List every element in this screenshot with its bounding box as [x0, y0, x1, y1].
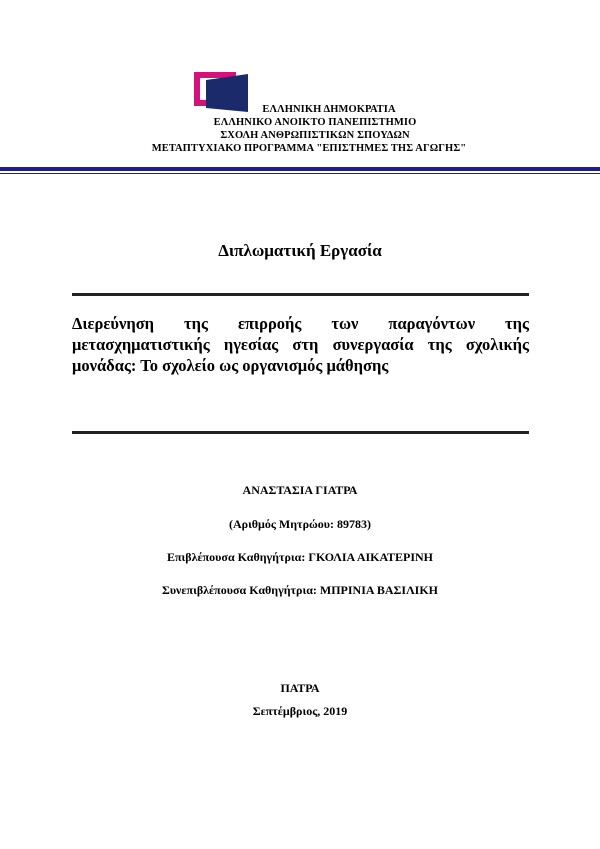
header-divider-thin: [0, 173, 600, 174]
title-divider-top: [72, 293, 529, 296]
registration-number: (Αριθμός Μητρώου: 89783): [228, 517, 372, 531]
thesis-title: Διερεύνηση της επιρροής των παραγόντων της μετασχηματιστικής ηγεσίας στη συνεργασία της σχολικής μονάδας: Το σχολείο ως οργανισμός μάθησης: [72, 314, 529, 375]
header-line-school: ΣΧΟΛΗ ΑΝΘΡΩΠΙΣΤΙΚΩΝ ΣΠΟΥΔΩΝ: [220, 130, 410, 141]
cosupervisor-line: Συνεπιβλέπουσα Καθηγήτρια: ΜΠΡΙΝΙΑ ΒΑΣΙΛΙΚΗ: [161, 583, 439, 597]
header-text: [0, 103, 600, 155]
author-name: ΑΝΑΣΤΑΣΙΑ ΓΙΑΤΡΑ: [242, 483, 358, 497]
city: ΠΑΤΡΑ: [280, 681, 320, 695]
thesis-type-heading: Διπλωματική Εργασία: [218, 241, 382, 260]
supervisor-line: Επιβλέπουσα Καθηγήτρια: ΓΚΟΛΙΑ ΑΙΚΑΤΕΡΙΝΗ: [166, 550, 434, 564]
header-divider-thick: [0, 167, 600, 171]
date: Σεπτέμβριος, 2019: [252, 704, 348, 718]
title-divider-bottom: [72, 431, 529, 434]
university-header: [0, 70, 600, 160]
header-line-university: ΕΛΛΗΝΙΚΟ ΑΝΟΙΚΤΟ ΠΑΝΕΠΙΣΤΗΜΙΟ: [213, 117, 417, 128]
header-line-republic: ΕΛΛΗΝΙΚΗ ΔΗΜΟΚΡΑΤΙΑ: [262, 104, 396, 115]
header-line-program: ΜΕΤΑΠΤΥΧΙΑΚΟ ΠΡΟΓΡΑΜΜΑ "ΕΠΙΣΤΗΜΕΣ ΤΗΣ ΑΓΩΓΗΣ": [151, 143, 467, 154]
